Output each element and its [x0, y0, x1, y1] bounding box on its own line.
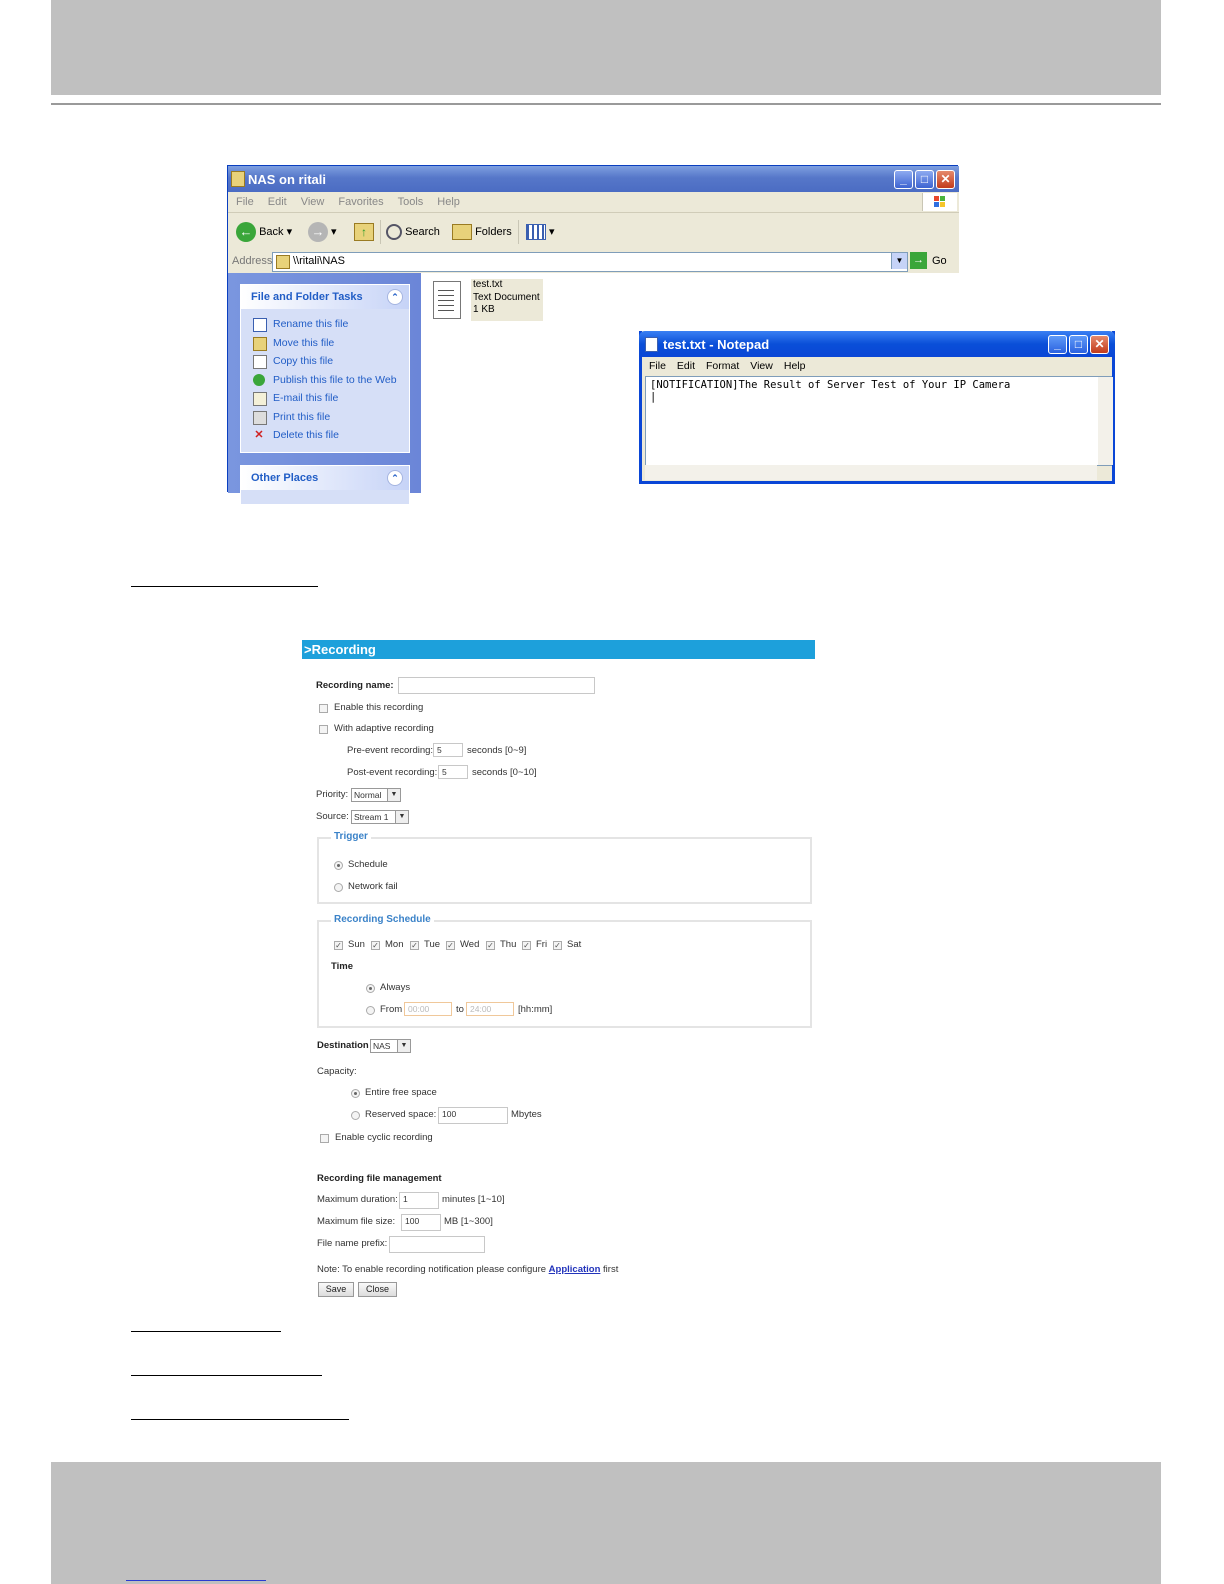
views-icon	[526, 224, 546, 240]
save-button[interactable]: Save	[318, 1282, 354, 1297]
document-underline	[131, 1419, 349, 1420]
forward-arrow-icon: →	[308, 222, 328, 242]
max-file-size-input[interactable]: 100	[401, 1214, 441, 1231]
explorer-menu-bar	[228, 192, 959, 213]
task-email[interactable]: E-mail this file	[241, 389, 409, 408]
pre-event-input[interactable]: 5	[433, 743, 463, 757]
notepad-menu-format[interactable]: Format	[706, 360, 740, 372]
source-select[interactable]: Stream 1 ▼	[351, 810, 409, 824]
max-duration-label: Maximum duration:	[317, 1194, 398, 1205]
task-pane	[228, 273, 421, 493]
post-event-input[interactable]: 5	[438, 765, 468, 779]
copy-icon	[253, 355, 267, 369]
cyclic-recording-checkbox[interactable]	[320, 1134, 329, 1143]
day-sat-label: Sat	[567, 939, 582, 950]
max-file-size-label: Maximum file size:	[317, 1216, 396, 1227]
day-tue-checkbox[interactable]: ✓	[411, 941, 418, 950]
always-label: Always	[380, 982, 411, 993]
recording-form	[302, 640, 815, 1310]
notepad-menu-bar	[642, 357, 1112, 375]
reserved-space-input[interactable]: 100	[438, 1107, 508, 1124]
day-fri-label: Fri	[536, 939, 548, 950]
folders-icon	[452, 224, 472, 240]
collapse-icon[interactable]: ⌃	[387, 470, 403, 486]
windows-logo-icon	[922, 193, 957, 211]
to-time-input[interactable]: 24:00	[466, 1002, 514, 1016]
enable-recording-checkbox[interactable]	[319, 704, 328, 713]
network-fail-label: Network fail	[348, 881, 398, 892]
task-delete[interactable]: ✕ Delete this file	[254, 429, 339, 441]
file-size: 1 KB	[473, 304, 495, 315]
page-header-band	[51, 0, 1161, 95]
file-type: Text Document	[473, 291, 540, 303]
day-mon-label: Mon	[385, 939, 404, 950]
notepad-horizontal-scrollbar[interactable]	[645, 465, 1097, 480]
notepad-title-bar[interactable]	[639, 331, 1115, 357]
reserved-space-label: Reserved space:	[365, 1109, 437, 1120]
network-folder-icon	[276, 255, 290, 269]
task-move[interactable]: Move this file	[241, 334, 409, 353]
search-icon	[386, 224, 402, 240]
day-wed-label: Wed	[460, 939, 480, 950]
to-label: to	[456, 1004, 464, 1015]
enable-recording-label: Enable this recording	[334, 702, 424, 713]
move-icon	[253, 337, 267, 351]
notepad-icon	[645, 337, 658, 352]
file-folder-tasks-header[interactable]: File and Folder Tasks ⌃	[241, 285, 409, 309]
network-fail-radio[interactable]	[334, 883, 343, 892]
max-file-size-unit: MB [1~300]	[444, 1216, 493, 1227]
toolbar-separator	[518, 220, 519, 244]
collapse-icon[interactable]: ⌃	[387, 289, 403, 305]
go-button[interactable]: Go	[932, 255, 947, 267]
menu-file[interactable]: File	[236, 196, 254, 208]
day-thu-label: Thu	[500, 939, 517, 950]
header-divider	[51, 103, 1161, 105]
other-places-header[interactable]: Other Places ⌃	[241, 466, 409, 490]
up-folder-icon: ↑	[354, 223, 374, 241]
address-dropdown-icon[interactable]: ▼	[891, 253, 907, 269]
maximize-button[interactable]: □	[915, 170, 934, 189]
address-input[interactable]: \\ritali\NAS ▼	[272, 252, 908, 272]
schedule-legend: Recording Schedule	[331, 914, 434, 925]
trigger-legend: Trigger	[331, 831, 371, 842]
pre-event-label: Pre-event recording:	[347, 745, 434, 756]
file-item[interactable]	[471, 279, 543, 321]
notification-note: Note: To enable recording notification please configure Application first	[317, 1264, 619, 1275]
destination-label: Destination	[317, 1040, 369, 1051]
delete-icon: ✕	[254, 429, 264, 441]
menu-edit[interactable]: Edit	[267, 196, 287, 208]
post-event-label: Post-event recording:	[347, 767, 438, 778]
menu-favorites[interactable]: Favorites	[338, 196, 384, 208]
rename-icon	[253, 318, 267, 332]
footer-link-underline	[126, 1580, 266, 1582]
time-label: Time	[331, 961, 354, 972]
explorer-toolbar	[228, 213, 959, 252]
back-arrow-icon: ←	[236, 222, 256, 242]
max-duration-unit: minutes [1~10]	[442, 1194, 505, 1205]
file-folder-tasks-panel	[240, 284, 410, 453]
address-label: Address	[232, 255, 273, 267]
from-time-input[interactable]: 00:00	[404, 1002, 452, 1016]
explorer-title: NAS on ritali	[248, 172, 327, 187]
print-icon	[253, 411, 267, 425]
go-arrow-icon[interactable]: →	[910, 252, 927, 269]
file-view-area	[421, 273, 1105, 493]
forward-button[interactable]: → ▾	[308, 221, 337, 243]
task-copy[interactable]: Copy this file	[241, 352, 409, 371]
publish-icon	[253, 374, 265, 386]
post-event-unit: seconds [0~10]	[472, 767, 537, 778]
document-underline	[131, 1375, 322, 1376]
reserved-space-unit: Mbytes	[511, 1109, 542, 1120]
day-sun-checkbox[interactable]: ✓	[335, 941, 342, 950]
reserved-space-radio[interactable]	[351, 1111, 360, 1120]
trigger-fieldset	[317, 831, 812, 904]
notepad-maximize-button[interactable]: □	[1069, 335, 1088, 354]
document-underline	[131, 586, 318, 587]
notepad-title: test.txt - Notepad	[663, 337, 770, 352]
menu-tools[interactable]: Tools	[397, 196, 424, 208]
other-places-panel	[240, 465, 410, 505]
up-folder-button[interactable]	[354, 221, 374, 243]
folders-button[interactable]: Folders	[452, 221, 512, 243]
notepad-menu-help[interactable]: Help	[783, 360, 806, 372]
day-thu-checkbox[interactable]: ✓	[487, 941, 494, 950]
close-form-button[interactable]: Close	[358, 1282, 397, 1297]
task-rename[interactable]: Rename this file	[241, 315, 409, 334]
folder-icon	[231, 171, 245, 187]
close-button[interactable]: ✕	[936, 170, 955, 189]
cyclic-recording-label: Enable cyclic recording	[335, 1132, 433, 1143]
dropdown-arrow-icon: ▼	[387, 789, 400, 801]
adaptive-recording-checkbox[interactable]	[319, 725, 328, 734]
dropdown-arrow-icon: ▼	[397, 1040, 410, 1052]
day-tue-label: Tue	[424, 939, 441, 950]
text-file-icon[interactable]	[433, 281, 461, 319]
day-sat-checkbox[interactable]: ✓	[554, 941, 561, 950]
schedule-radio[interactable]	[334, 861, 343, 870]
explorer-window	[227, 165, 1105, 492]
source-label: Source:	[316, 811, 349, 822]
notepad-minimize-button[interactable]: _	[1048, 335, 1067, 354]
address-bar	[228, 251, 959, 273]
day-wed-checkbox[interactable]: ✓	[447, 941, 454, 950]
back-button[interactable]: ← Back ▾	[236, 221, 292, 243]
search-button[interactable]: Search	[386, 221, 440, 243]
document-underline	[131, 1331, 281, 1332]
notepad-vertical-scrollbar[interactable]	[1098, 377, 1113, 465]
task-print[interactable]: Print this file	[241, 408, 409, 427]
menu-view[interactable]: View	[300, 196, 325, 208]
file-prefix-input[interactable]	[389, 1236, 485, 1253]
from-label: From	[380, 1004, 403, 1015]
day-sun-label: Sun	[348, 939, 365, 950]
schedule-fieldset	[317, 914, 812, 1028]
file-name: test.txt	[473, 279, 503, 290]
toolbar-separator	[380, 220, 381, 244]
entire-space-radio[interactable]	[351, 1089, 360, 1098]
application-link[interactable]: Application	[548, 1264, 601, 1275]
always-radio[interactable]	[366, 984, 375, 993]
schedule-label: Schedule	[348, 859, 388, 870]
dropdown-arrow-icon: ▼	[395, 811, 408, 823]
views-button[interactable]: ▾	[526, 221, 555, 243]
notepad-text-area[interactable]: [NOTIFICATION]The Result of Server Test of Your IP Camera |	[645, 376, 1112, 466]
entire-space-label: Entire free space	[365, 1087, 437, 1098]
email-icon	[253, 392, 267, 406]
max-duration-input[interactable]: 1	[399, 1192, 439, 1209]
notepad-menu-edit[interactable]: Edit	[676, 360, 696, 372]
page-footer-band	[51, 1462, 1161, 1584]
priority-label: Priority:	[316, 789, 349, 800]
day-fri-checkbox[interactable]: ✓	[523, 941, 530, 950]
notepad-close-button[interactable]: ✕	[1090, 335, 1109, 354]
from-radio[interactable]	[366, 1006, 375, 1015]
file-management-label: Recording file management	[317, 1173, 442, 1184]
recording-header: >Recording	[302, 640, 815, 659]
notepad-menu-view[interactable]: View	[750, 360, 773, 372]
time-format-label: [hh:mm]	[518, 1004, 553, 1015]
priority-select[interactable]: Normal ▼	[351, 788, 401, 802]
recording-name-input[interactable]	[398, 677, 595, 694]
minimize-button[interactable]: _	[894, 170, 913, 189]
notepad-menu-file[interactable]: File	[649, 360, 666, 372]
capacity-label: Capacity:	[317, 1066, 357, 1077]
recording-name-label: Recording name:	[316, 680, 394, 691]
file-prefix-label: File name prefix:	[317, 1238, 388, 1249]
adaptive-recording-label: With adaptive recording	[334, 723, 434, 734]
day-mon-checkbox[interactable]: ✓	[372, 941, 379, 950]
destination-select[interactable]: NAS ▼	[370, 1039, 411, 1053]
pre-event-unit: seconds [0~9]	[467, 745, 527, 756]
explorer-title-bar[interactable]	[228, 166, 959, 192]
notepad-window	[639, 331, 1115, 484]
menu-help[interactable]: Help	[437, 196, 460, 208]
task-publish[interactable]: Publish this file to the Web	[241, 371, 409, 390]
